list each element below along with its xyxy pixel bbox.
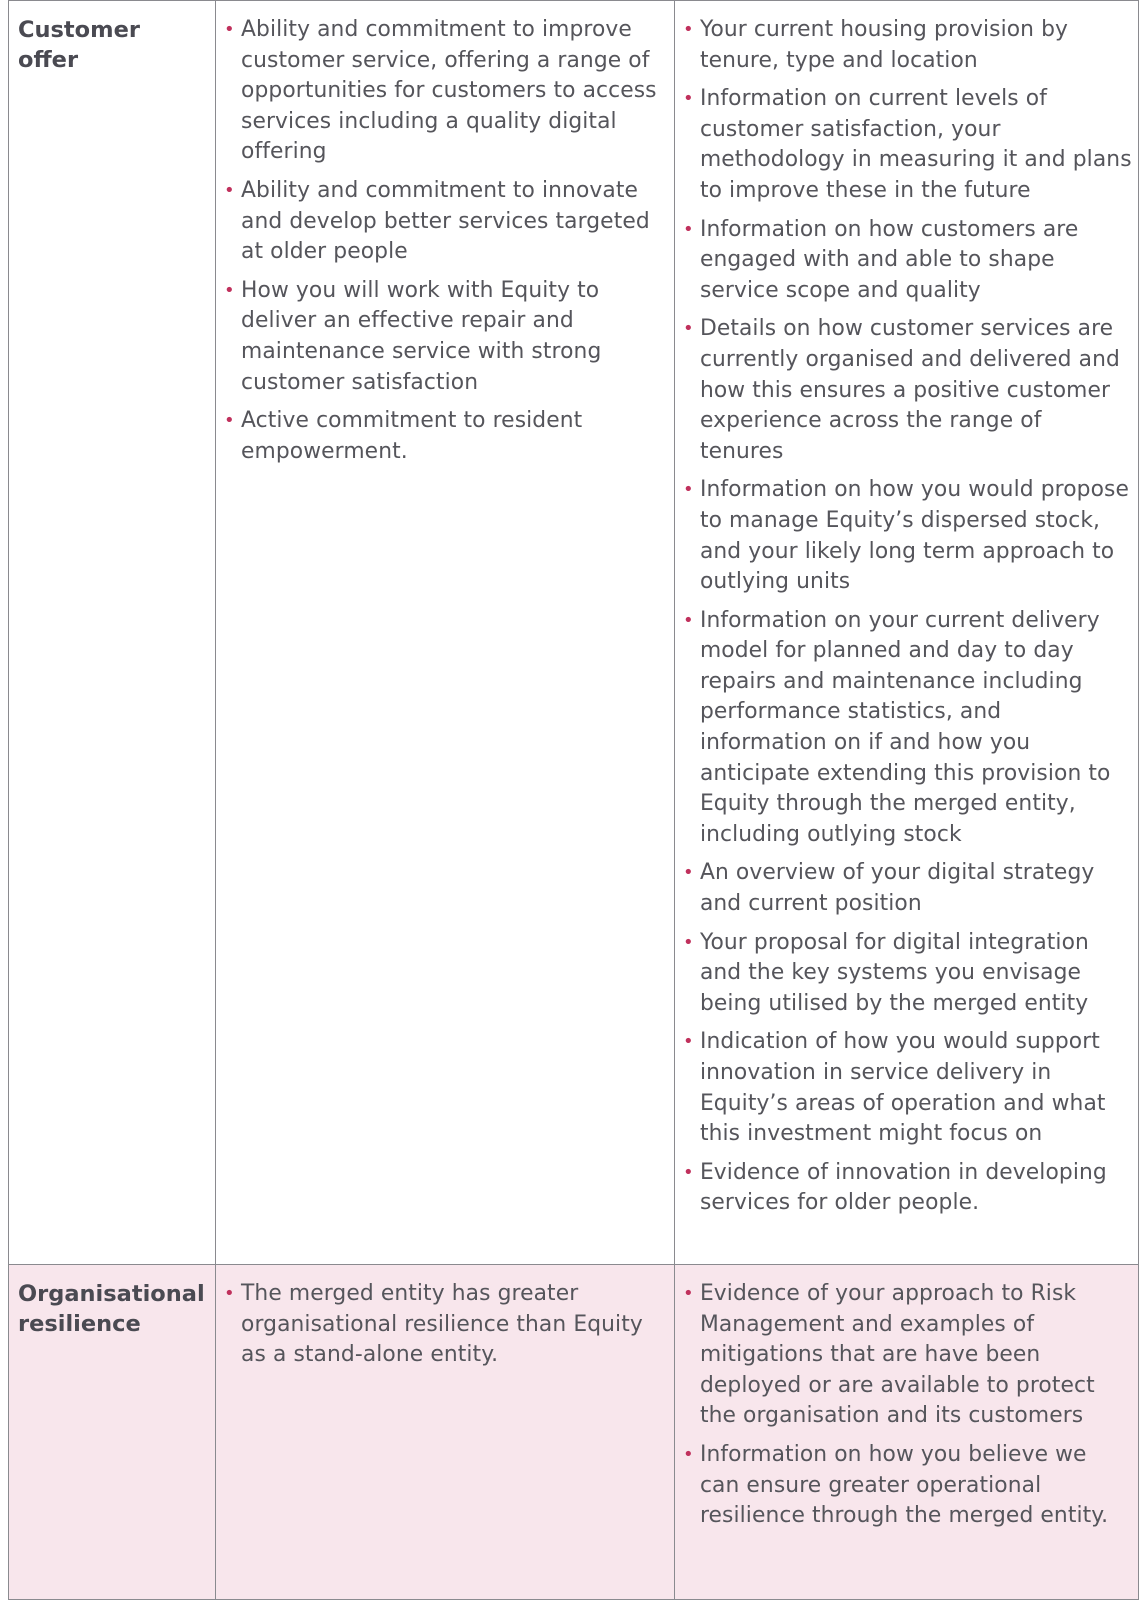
bullet-icon: • [682, 1161, 694, 1183]
evidence-list [675, 1, 1138, 1219]
list-item [683, 1279, 1132, 1432]
bullet-icon: • [224, 19, 235, 40]
evidence-cell [674, 1265, 1138, 1600]
bullet-icon: • [224, 179, 235, 201]
bullet-icon: • [682, 931, 694, 953]
bullet-icon: • [682, 19, 694, 40]
list-item [683, 84, 1132, 206]
bullet-icon: • [224, 1283, 235, 1304]
bullet-icon: • [682, 479, 694, 501]
list-item [224, 15, 668, 168]
list-item-text: An overview of your digital strategy and current position [699, 860, 1095, 917]
bullet-icon: • [224, 279, 235, 301]
list-item-text: Details on how customer services are currently organised and delivered and how this ensures a positive customer experience across the range of tenures [699, 316, 1120, 464]
list-item [224, 1279, 668, 1371]
criteria-table [8, 0, 1139, 1600]
bullet-icon: • [682, 1443, 694, 1465]
row-label: Customer offer [18, 17, 140, 73]
list-item [683, 858, 1132, 919]
bullet-icon: • [682, 609, 694, 631]
list-item [683, 215, 1132, 307]
row-label-cell [9, 1265, 216, 1600]
list-item [224, 176, 668, 268]
requirements-list [216, 1265, 674, 1371]
list-item [683, 1440, 1132, 1532]
evidence-cell [674, 1, 1138, 1265]
bullet-icon: • [682, 862, 694, 884]
list-item [683, 475, 1132, 597]
bullet-icon: • [682, 1031, 694, 1053]
list-item-text: Ability and commitment to improve customer service, offering a range of opportunities for customers to access services including a quality digital offering [241, 17, 657, 165]
table-row-organisational-resilience [9, 1265, 1139, 1600]
requirements-cell [216, 1, 675, 1265]
bullet-icon: • [224, 410, 235, 432]
list-item-text: How you will work with Equity to deliver an effective repair and maintenance service with strong customer satisfaction [241, 277, 602, 395]
list-item-text: Information on your current delivery model for planned and day to day repairs and maintenance including performance statistics, and information on if and how you anticipate extending this provision to Equity through the merged entity, including outlying stock [699, 607, 1111, 847]
list-item-text: Information on how you would propose to manage Equity’s dispersed stock, and your likely long term approach to outlying units [699, 477, 1129, 595]
bullet-icon: • [682, 218, 694, 240]
bullet-icon: • [682, 1283, 694, 1304]
list-item-text: Indication of how you would support innovation in service delivery in Equity’s areas of operation and what this investment might focus on [699, 1029, 1106, 1147]
list-item [683, 1158, 1132, 1219]
requirements-cell [216, 1265, 675, 1600]
list-item [683, 314, 1132, 467]
table-row-customer-offer [9, 1, 1139, 1265]
list-item-text: Active commitment to resident empowerment. [241, 408, 583, 464]
evidence-list [675, 1265, 1138, 1532]
list-item-text: Information on how you believe we can ensure greater operational resilience through the merged entity. [699, 1441, 1109, 1529]
list-item [683, 606, 1132, 851]
list-item-text: The merged entity has greater organisational resilience than Equity as a stand-alone entity. [241, 1281, 643, 1368]
list-item [224, 406, 668, 467]
list-item-text: Your proposal for digital integration and the key systems you envisage being utilised by the merged entity [699, 929, 1089, 1016]
list-item-text: Your current housing provision by tenure, type and location [699, 17, 1069, 73]
list-item [683, 15, 1132, 76]
list-item-text: Evidence of innovation in developing services for older people. [699, 1159, 1107, 1216]
row-label-cell [9, 1, 216, 1265]
list-item-text: Ability and commitment to innovate and develop better services targeted at older people [241, 177, 650, 265]
list-item [224, 276, 668, 398]
list-item-text: Information on how customers are engaged with and able to shape service scope and quality [699, 216, 1079, 303]
list-item-text: Evidence of your approach to Risk Management and examples of mitigations that are have been deployed or are available to protect the organisation and its customers [699, 1281, 1095, 1429]
bullet-icon: • [682, 318, 694, 340]
list-item [683, 928, 1132, 1020]
list-item-text: Information on current levels of customer satisfaction, your methodology in measuring it and plans to improve these in the future [699, 86, 1132, 203]
requirements-list [216, 1, 674, 467]
bullet-icon: • [682, 88, 694, 110]
row-label: Organisational resilience [18, 1281, 205, 1337]
list-item [683, 1027, 1132, 1149]
